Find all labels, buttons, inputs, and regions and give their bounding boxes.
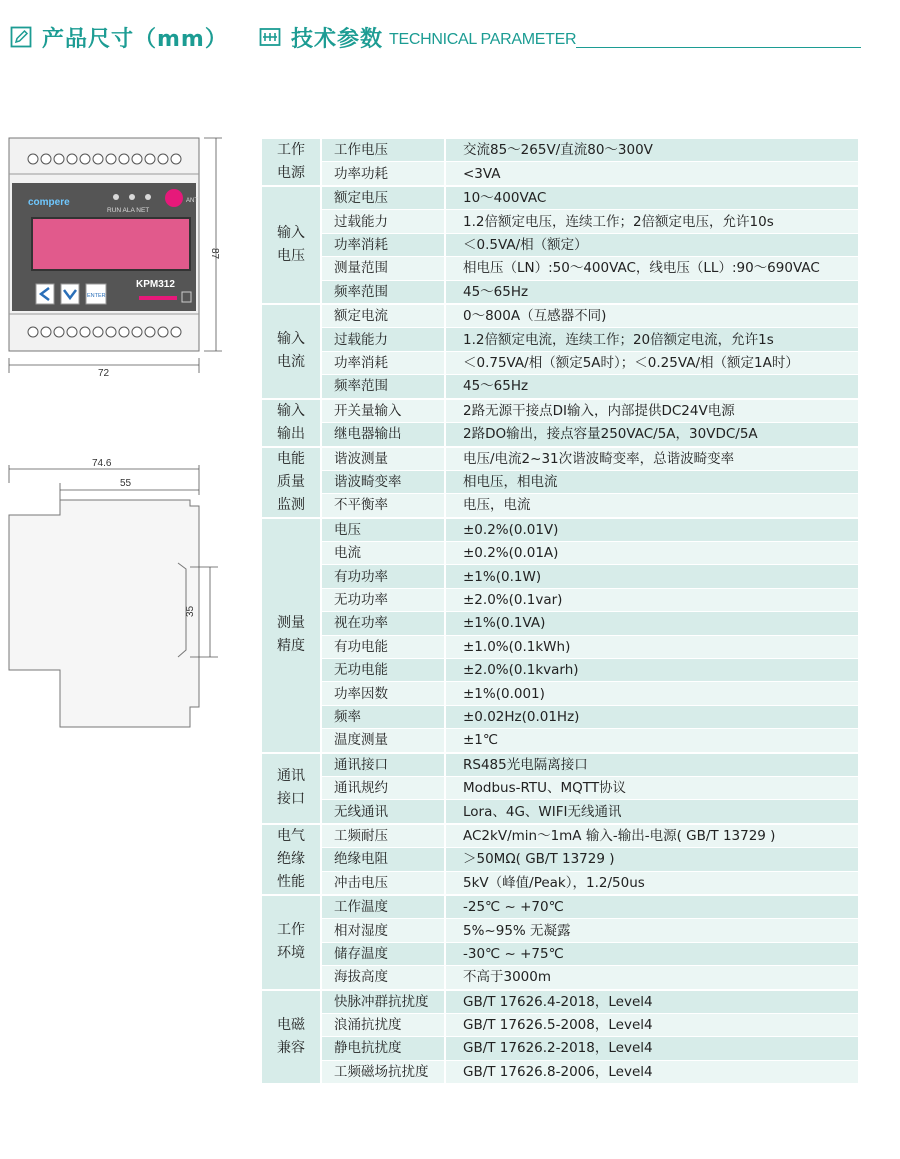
spec-param: 海拔高度 — [320, 966, 444, 990]
spec-row — [262, 352, 858, 375]
spec-param: 额定电压 — [320, 187, 444, 210]
spec-row — [262, 257, 858, 280]
spec-value: ±1%(0.001) — [444, 682, 858, 705]
spec-value: ±1℃ — [444, 729, 858, 753]
spec-row — [262, 682, 858, 705]
spec-value: 0～800A（互感器不同) — [444, 305, 858, 328]
lcd-screen — [32, 218, 190, 270]
spec-row — [262, 542, 858, 565]
spec-param: 谐波畸变率 — [320, 471, 444, 494]
spec-value: -25℃ ~ +70℃ — [444, 896, 858, 919]
params-header — [259, 22, 861, 52]
spec-value: ±2.0%(0.1kvarh) — [444, 659, 858, 682]
spec-value: RS485光电隔离接口 — [444, 754, 858, 777]
spec-row — [262, 448, 858, 471]
spec-value: ±2.0%(0.1var) — [444, 589, 858, 612]
spec-row — [262, 636, 858, 659]
spec-param: 功率因数 — [320, 682, 444, 705]
spec-param: 谐波测量 — [320, 448, 444, 471]
spec-group-text: 通讯接口 — [277, 768, 305, 808]
spec-row — [262, 1014, 858, 1037]
dimensions-title: 产品尺寸（mm） — [42, 26, 228, 52]
spec-param: 视在功率 — [320, 612, 444, 635]
spec-group-label — [262, 519, 320, 754]
spec-row — [262, 919, 858, 942]
spec-row — [262, 519, 858, 542]
down-key — [61, 284, 79, 304]
spec-row — [262, 187, 858, 210]
spec-value: ±1%(0.1VA) — [444, 612, 858, 635]
spec-group-label — [262, 139, 320, 187]
chip-icon — [259, 26, 281, 48]
spec-row — [262, 729, 858, 753]
brand-logo: compere — [28, 197, 70, 208]
spec-row — [262, 896, 858, 919]
spec-param: 电压 — [320, 519, 444, 542]
spec-row — [262, 375, 858, 399]
spec-value: 10～400VAC — [444, 187, 858, 210]
spec-row — [262, 400, 858, 423]
spec-row — [262, 210, 858, 233]
spec-row — [262, 305, 858, 328]
spec-row — [262, 966, 858, 990]
spec-row — [262, 872, 858, 896]
spec-value: Lora、4G、WIFI无线通讯 — [444, 800, 858, 824]
spec-param: 工作温度 — [320, 896, 444, 919]
spec-param: 快脉冲群抗扰度 — [320, 991, 444, 1014]
spec-row — [262, 1037, 858, 1060]
spec-param: 过载能力 — [320, 210, 444, 233]
spec-group-label — [262, 896, 320, 991]
spec-param: 无线通讯 — [320, 800, 444, 824]
spec-value: 5%~95% 无凝露 — [444, 919, 858, 942]
spec-param: 功率消耗 — [320, 352, 444, 375]
spec-value: ＞50MΩ( GB/T 13729 ) — [444, 848, 858, 871]
spec-group-text: 电能质量监测 — [277, 450, 305, 513]
enter-key-label: ENTER — [87, 293, 106, 299]
spec-param: 温度测量 — [320, 729, 444, 753]
spec-value: 1.2倍额定电压，连续工作；2倍额定电压，允许10s — [444, 210, 858, 233]
spec-value: 2路无源干接点DI输入，内部提供DC24V电源 — [444, 400, 858, 423]
front-view-drawing — [8, 132, 238, 382]
spec-param: 工作电压 — [320, 139, 444, 162]
spec-value: 不高于3000m — [444, 966, 858, 990]
spec-param: 有功电能 — [320, 636, 444, 659]
spec-row — [262, 494, 858, 518]
spec-value: Modbus-RTU、MQTT协议 — [444, 777, 858, 800]
header-rule — [576, 47, 861, 48]
spec-param: 绝缘电阻 — [320, 848, 444, 871]
spec-group-text: 工作环境 — [277, 922, 305, 962]
spec-value: 45～65Hz — [444, 375, 858, 399]
spec-value: 交流85～265V/直流80～300V — [444, 139, 858, 162]
spec-row — [262, 612, 858, 635]
spec-param: 功率消耗 — [320, 234, 444, 257]
spec-row — [262, 754, 858, 777]
spec-row — [262, 825, 858, 848]
spec-table — [262, 139, 858, 1085]
spec-param: 频率范围 — [320, 281, 444, 305]
spec-group-label — [262, 305, 320, 400]
spec-value: 电压，电流 — [444, 494, 858, 518]
spec-group-text: 电磁兼容 — [277, 1016, 305, 1056]
spec-value: 2路DO输出，接点容量250VAC/5A，30VDC/5A — [444, 423, 858, 448]
params-title-en: TECHNICAL PARAMETER — [389, 31, 577, 48]
ant-label: ANT — [186, 198, 198, 204]
spec-row — [262, 471, 858, 494]
spec-param: 功率功耗 — [320, 162, 444, 187]
spec-row — [262, 800, 858, 824]
spec-param: 冲击电压 — [320, 872, 444, 896]
spec-value: <3VA — [444, 162, 858, 187]
spec-group-text: 工作电源 — [277, 142, 305, 181]
spec-row — [262, 281, 858, 305]
spec-param: 相对湿度 — [320, 919, 444, 942]
spec-param: 通讯规约 — [320, 777, 444, 800]
spec-value: ±0.02Hz(0.01Hz) — [444, 706, 858, 729]
spec-value: 电压/电流2~31次谐波畸变率，总谐波畸变率 — [444, 448, 858, 471]
spec-param: 无功电能 — [320, 659, 444, 682]
spec-param: 有功功率 — [320, 565, 444, 588]
spec-group-label — [262, 754, 320, 825]
spec-param: 不平衡率 — [320, 494, 444, 518]
spec-param: 储存温度 — [320, 943, 444, 966]
spec-param: 静电抗扰度 — [320, 1037, 444, 1060]
spec-row — [262, 589, 858, 612]
spec-param: 频率 — [320, 706, 444, 729]
spec-value: GB/T 17626.2-2018，Level4 — [444, 1037, 858, 1060]
spec-param: 过载能力 — [320, 328, 444, 351]
spec-value: 1.2倍额定电流，连续工作；20倍额定电流，允许1s — [444, 328, 858, 351]
spec-value: ±1.0%(0.1kWh) — [444, 636, 858, 659]
spec-group-text: 输入电流 — [277, 331, 305, 371]
spec-param: 测量范围 — [320, 257, 444, 280]
spec-value: 相电压，相电流 — [444, 471, 858, 494]
spec-group-text: 输入电压 — [277, 224, 305, 264]
left-key — [36, 284, 54, 304]
spec-row — [262, 328, 858, 351]
spec-param: 额定电流 — [320, 305, 444, 328]
spec-row — [262, 423, 858, 448]
spec-value: -30℃ ~ +75℃ — [444, 943, 858, 966]
spec-group-text: 输入输出 — [277, 402, 305, 442]
model-label: KPM312 — [136, 279, 175, 290]
spec-row — [262, 565, 858, 588]
params-title: 技术参数 — [291, 26, 384, 52]
spec-value: GB/T 17626.5-2008，Level4 — [444, 1014, 858, 1037]
spec-value: AC2kV/min～1mA 输入-输出-电源( GB/T 13729 ) — [444, 825, 858, 848]
spec-value: ±0.2%(0.01A) — [444, 542, 858, 565]
indicator-labels: RUN ALA NET — [107, 207, 150, 214]
rail-height-dim: 35 — [185, 605, 196, 617]
spec-param: 开关量输入 — [320, 400, 444, 423]
spec-value: 45～65Hz — [444, 281, 858, 305]
front-height-dim: 87 — [209, 248, 220, 260]
spec-value: GB/T 17626.8-2006，Level4 — [444, 1061, 858, 1085]
spec-param: 浪涌抗扰度 — [320, 1014, 444, 1037]
ant-indicator — [165, 189, 183, 207]
spec-row — [262, 1061, 858, 1085]
spec-param: 无功功率 — [320, 589, 444, 612]
spec-value: GB/T 17626.4-2018，Level4 — [444, 991, 858, 1014]
spec-row — [262, 706, 858, 729]
spec-group-text: 测量精度 — [277, 615, 305, 655]
spec-param: 工频耐压 — [320, 825, 444, 848]
spec-row — [262, 777, 858, 800]
side-inner-dim: 55 — [120, 478, 132, 489]
spec-group-label — [262, 187, 320, 305]
spec-value: 相电压（LN）:50～400VAC，线电压（LL）:90～690VAC — [444, 257, 858, 280]
spec-group-label — [262, 400, 320, 448]
spec-param: 继电器输出 — [320, 423, 444, 448]
spec-value: ＜0.75VA/相（额定5A时）；＜0.25VA/相（额定1A时） — [444, 352, 858, 375]
spec-value: ±1%(0.1W) — [444, 565, 858, 588]
side-view-drawing — [8, 455, 238, 735]
spec-row — [262, 659, 858, 682]
spec-row — [262, 848, 858, 871]
spec-value: ＜0.5VA/相（额定） — [444, 234, 858, 257]
spec-group-label — [262, 448, 320, 519]
spec-param: 通讯接口 — [320, 754, 444, 777]
spec-group-label — [262, 991, 320, 1086]
spec-param: 工频磁场抗扰度 — [320, 1061, 444, 1085]
pencil-square-icon — [10, 26, 32, 48]
front-width-dim: 72 — [98, 368, 110, 379]
spec-value: 5kV（峰值/Peak），1.2/50us — [444, 872, 858, 896]
side-total-dim: 74.6 — [92, 458, 112, 469]
spec-row — [262, 162, 858, 187]
spec-row — [262, 234, 858, 257]
spec-value: ±0.2%(0.01V) — [444, 519, 858, 542]
spec-param: 电流 — [320, 542, 444, 565]
spec-param: 频率范围 — [320, 375, 444, 399]
spec-row — [262, 139, 858, 162]
spec-row — [262, 991, 858, 1014]
spec-group-label — [262, 825, 320, 896]
spec-row — [262, 943, 858, 966]
spec-group-text: 电气绝缘性能 — [277, 827, 305, 890]
dimensions-header — [10, 22, 228, 52]
